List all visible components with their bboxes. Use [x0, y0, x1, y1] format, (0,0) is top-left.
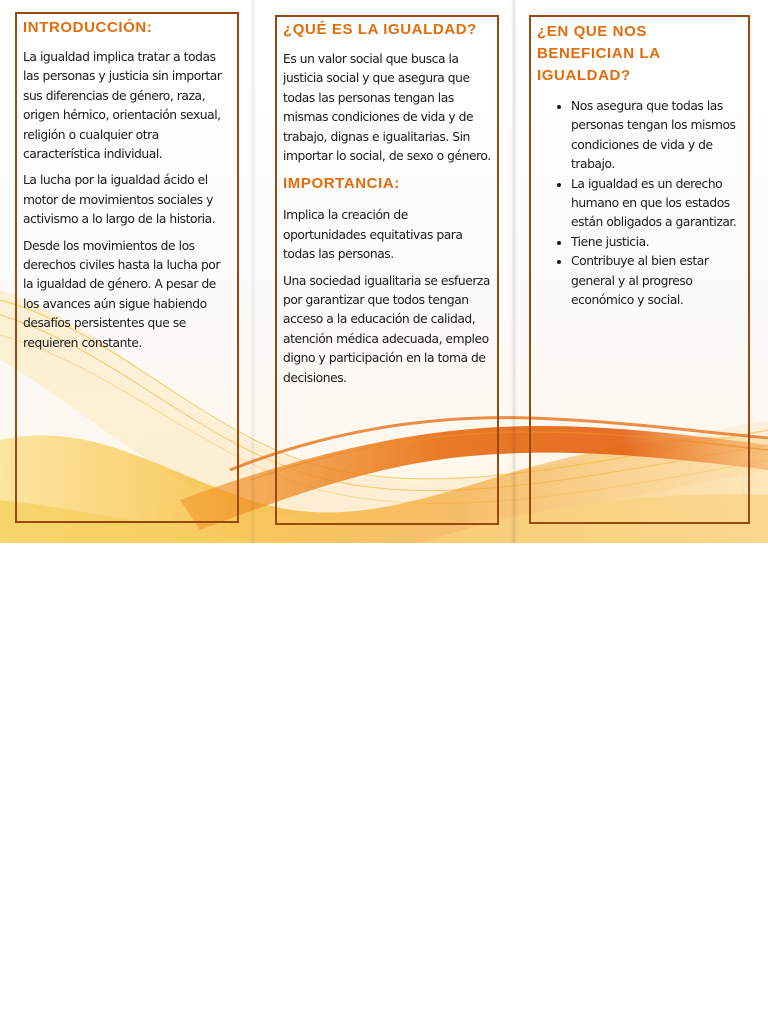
list-item: • Contribuye al bien estar general y al progreso económico y social.: [571, 252, 742, 310]
heading-introduccion: INTRODUCCIÓN:: [23, 19, 153, 36]
panel-introduccion: [15, 12, 239, 523]
panel-que-es: [275, 15, 499, 525]
intro-paragraph-1: La igualdad implica tratar a todas las personas y justicia sin importar sus diferencias de género, raza, origen hérnico, orientación sexual, religión o cualquier otra característica individual.: [23, 50, 222, 162]
list-item: • La igualdad es un derecho humano en que los estados están obligados a garantizar.: [571, 175, 742, 233]
list-item: • Nos asegura que todas las personas tengan los mismos condiciones de vida y de trabajo.: [571, 97, 742, 175]
intro-paragraph-3: Desde los movimientos de los derechos civiles hasta la lucha por la igualdad de género. A pesar de los avances aún sigue habiendo desafíos persistentes que se requieren constante.: [23, 238, 220, 350]
benefits-list: [537, 97, 742, 310]
que-es-paragraph: Es un valor social que busca la justicia social y que asegura que todas las personas tengan las mismas condiciones de vida y de trabajo, dignas e igualitarias. Sin importar lo social, de sexo o género.: [283, 52, 491, 164]
heading-beneficios: ¿EN QUE NOS BENEFICIAN LA IGUALDAD?: [537, 23, 661, 84]
list-item: • Tiene justicia.: [571, 233, 742, 252]
intro-paragraph-2: La lucha por la igualdad ácido el motor de movimientos sociales y activismo a lo largo de la historia.: [23, 173, 216, 227]
fold-line-right: [511, 0, 517, 543]
fold-line-left: [250, 0, 256, 543]
heading-importancia: IMPORTANCIA:: [283, 175, 400, 193]
heading-que-es: ¿QUÉ ES LA IGUALDAD?: [283, 21, 477, 38]
importancia-paragraph-2: Una sociedad igualitaria se esfuerza por garantizar que todos tengan acceso a la educación de calidad, atención médica adecuada, empleo digno y participación en la toma de decisiones.: [283, 273, 491, 385]
panel-beneficios: [529, 15, 750, 524]
importancia-paragraph-1: Implica la creación de oportunidades equitativas para todas las personas.: [283, 208, 463, 262]
